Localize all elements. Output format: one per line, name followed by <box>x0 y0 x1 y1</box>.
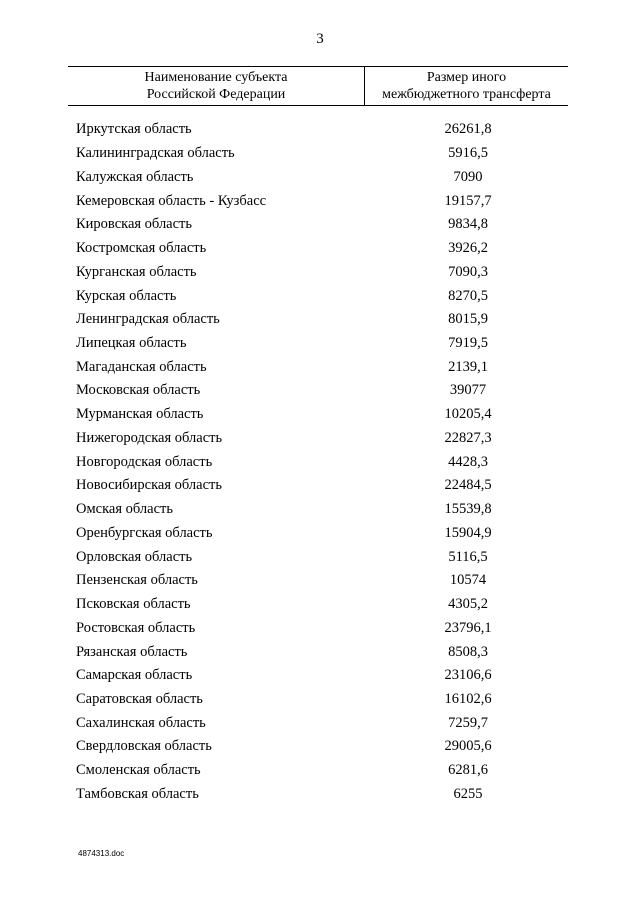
transfer-amount: 6255 <box>453 785 483 802</box>
subject-name: Тамбовская область <box>76 785 199 802</box>
transfer-amount: 6281,6 <box>448 762 488 779</box>
table-row <box>0 355 640 379</box>
table-row <box>0 545 640 569</box>
column-header-subject-line2: Российской Федерации <box>146 87 286 102</box>
subject-name: Свердловская область <box>76 738 212 755</box>
table-body <box>0 118 640 806</box>
subject-name: Московская область <box>76 382 201 399</box>
transfer-amount: 2139,1 <box>448 358 488 375</box>
table-row <box>0 640 640 664</box>
subject-name: Рязанская область <box>76 643 188 660</box>
transfer-amount: 5916,5 <box>448 145 488 162</box>
transfer-amount: 29005,6 <box>444 738 492 755</box>
subject-name: Сахалинская область <box>76 714 206 731</box>
table-row <box>0 664 640 688</box>
table-row <box>0 260 640 284</box>
transfer-amount: 26261,8 <box>444 121 492 138</box>
transfer-amount: 15539,8 <box>444 501 492 518</box>
table-row <box>0 474 640 498</box>
transfer-amount: 10574 <box>449 572 487 589</box>
transfer-amount: 5116,5 <box>448 548 488 565</box>
table-row <box>0 498 640 522</box>
column-header-transfer <box>365 67 568 105</box>
table-row <box>0 759 640 783</box>
column-header-subject-line1: Наименование субъекта <box>144 70 288 85</box>
document-filename: 4874313.doc <box>78 849 125 858</box>
subject-name: Курская область <box>76 287 177 304</box>
transfer-amount: 7919,5 <box>448 334 488 351</box>
subject-name: Курганская область <box>76 263 197 280</box>
table-row <box>0 427 640 451</box>
transfer-amount: 10205,4 <box>444 406 492 423</box>
table-header <box>68 66 568 106</box>
subject-name: Калужская область <box>76 168 194 185</box>
table-row <box>0 569 640 593</box>
transfer-amount: 7259,7 <box>448 714 488 731</box>
subject-name: Липецкая область <box>76 334 187 351</box>
subject-name: Саратовская область <box>76 690 203 707</box>
subject-name: Омская область <box>76 501 173 518</box>
subject-name: Ростовская область <box>76 619 196 636</box>
table-row <box>0 237 640 261</box>
table-row <box>0 735 640 759</box>
subject-name: Костромская область <box>76 240 207 257</box>
subject-name: Оренбургская область <box>76 524 213 541</box>
subject-name: Мурманская область <box>76 406 204 423</box>
subject-name: Новгородская область <box>76 453 213 470</box>
subject-name: Орловская область <box>76 548 193 565</box>
table-row <box>0 142 640 166</box>
subject-name: Новосибирская область <box>76 477 222 494</box>
table-row <box>0 189 640 213</box>
table-row <box>0 616 640 640</box>
transfer-amount: 23106,6 <box>444 667 492 684</box>
table-row <box>0 403 640 427</box>
table-row <box>0 711 640 735</box>
transfer-amount: 8508,3 <box>448 643 488 660</box>
table-row <box>0 593 640 617</box>
column-header-transfer-line1: Размер иного <box>426 70 507 85</box>
table-row <box>0 450 640 474</box>
transfer-amount: 22827,3 <box>444 429 492 446</box>
subject-name: Ленинградская область <box>76 311 220 328</box>
transfer-amount: 15904,9 <box>444 524 492 541</box>
subject-name: Пензенская область <box>76 572 198 589</box>
page-number: 3 <box>316 31 324 47</box>
subject-name: Смоленская область <box>76 762 201 779</box>
transfer-amount: 16102,6 <box>444 690 492 707</box>
table-row <box>0 379 640 403</box>
table-row <box>0 213 640 237</box>
subject-name: Самарская область <box>76 667 193 684</box>
column-header-subject <box>68 67 365 105</box>
transfer-amount: 19157,7 <box>444 192 492 209</box>
table-row <box>0 118 640 142</box>
transfer-amount: 7090,3 <box>448 263 488 280</box>
transfer-amount: 4305,2 <box>448 596 488 613</box>
table-row <box>0 284 640 308</box>
table-row <box>0 783 640 807</box>
transfer-amount: 7090 <box>453 168 483 185</box>
subject-name: Псковская область <box>76 596 191 613</box>
transfer-amount: 9834,8 <box>448 216 488 233</box>
table-row <box>0 308 640 332</box>
subject-name: Иркутская область <box>76 121 192 138</box>
transfer-amount: 8015,9 <box>448 311 488 328</box>
transfer-amount: 22484,5 <box>444 477 492 494</box>
table-row <box>0 332 640 356</box>
column-header-transfer-line2: межбюджетного трансферта <box>382 87 551 102</box>
transfer-amount: 4428,3 <box>448 453 488 470</box>
subject-name: Калининградская область <box>76 145 235 162</box>
subject-name: Кировская область <box>76 216 193 233</box>
table-row <box>0 165 640 189</box>
transfer-amount: 39077 <box>449 382 487 399</box>
subject-name: Нижегородская область <box>76 429 223 446</box>
transfer-amount: 3926,2 <box>448 240 488 257</box>
table-row <box>0 688 640 712</box>
table-row <box>0 521 640 545</box>
subject-name: Магаданская область <box>76 358 207 375</box>
subject-name: Кемеровская область - Кузбасс <box>76 192 267 209</box>
transfer-amount: 8270,5 <box>448 287 488 304</box>
transfer-amount: 23796,1 <box>444 619 492 636</box>
